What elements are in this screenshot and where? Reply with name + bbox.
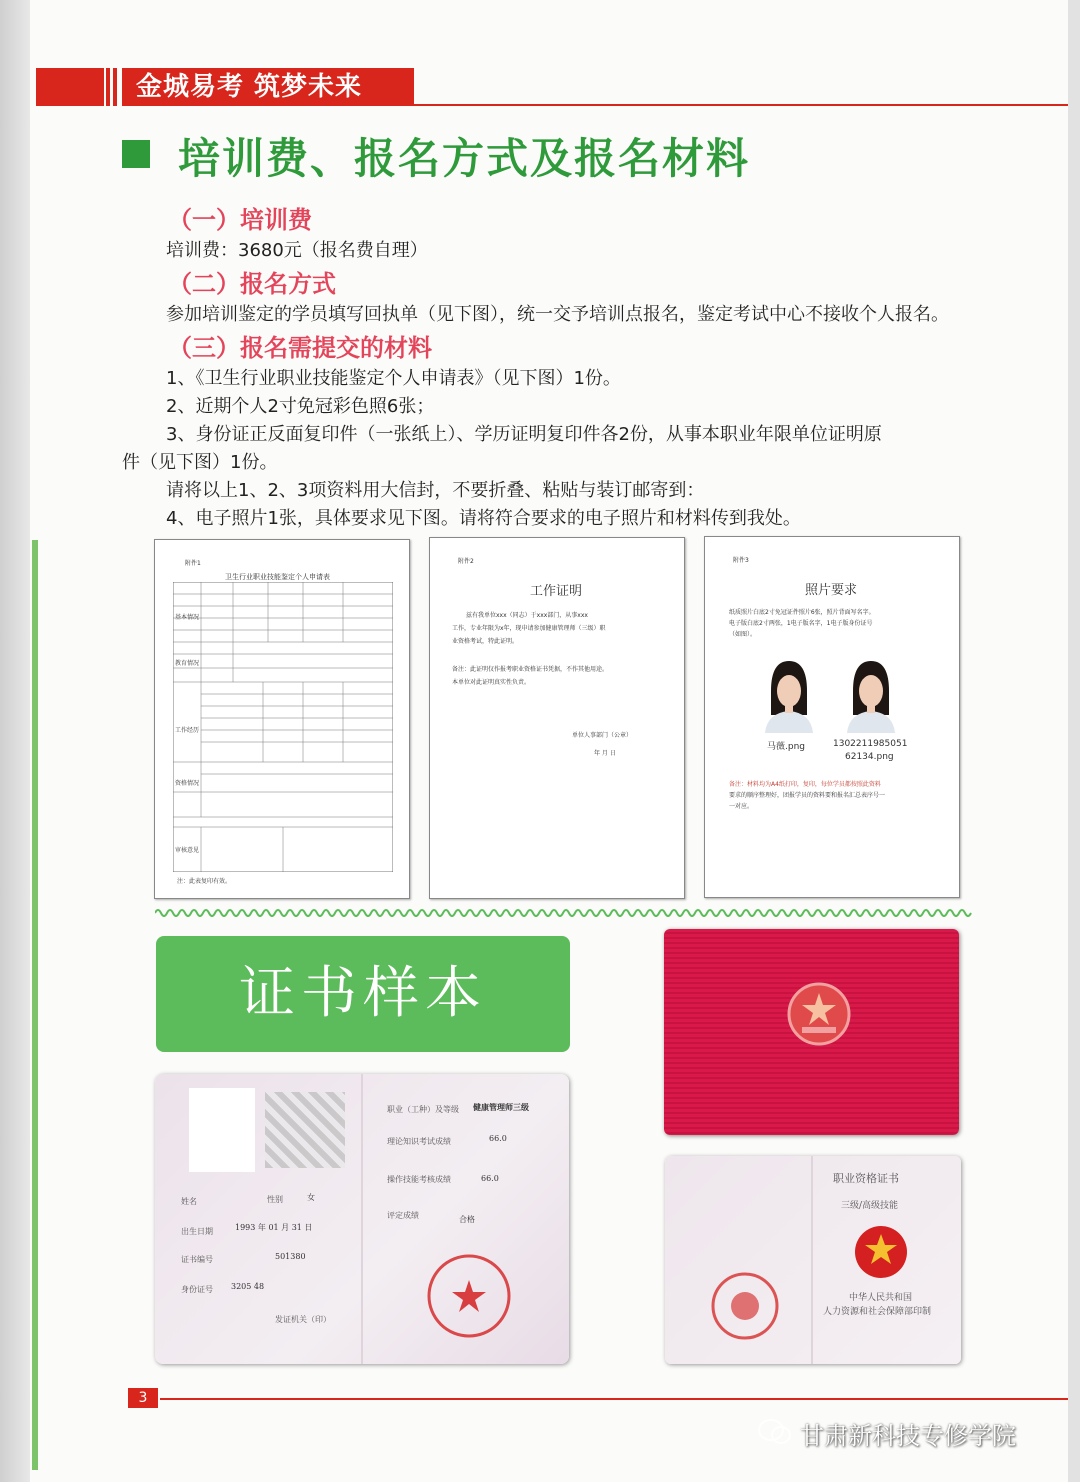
form2-note-2: 本单位对此证明真实性负责。: [452, 679, 531, 686]
form3-remark-3: 一对应。: [729, 803, 754, 810]
cert2-level: 三级/高级技能: [841, 1201, 899, 1211]
header-red-block: [36, 68, 104, 106]
form1-label-education: 教育情况: [175, 660, 200, 667]
page-fold: [811, 1156, 813, 1364]
cert1-cert-no-value: 501380: [275, 1252, 306, 1261]
form2-attach: 附件2: [458, 558, 474, 565]
form1-label-qualification: 资格情况: [175, 780, 200, 787]
material-item-2: 2、近期个人2寸免冠彩色照6张；: [166, 396, 435, 417]
cert1-eval-label: 评定成绩: [387, 1211, 419, 1220]
form3-title: 照片要求: [805, 583, 858, 598]
cert2-emblem-icon: [851, 1222, 911, 1282]
cert1-name-label: 姓名: [181, 1197, 197, 1206]
form2-body-1: 兹有我单位xxx（同志）于xxx部门，从事xxx: [466, 612, 588, 619]
cert2-seal-icon: [707, 1268, 783, 1344]
form2-note-1: 备注：此证明仅作报考职业资格证书凭据，不作其他用途。: [452, 666, 609, 673]
certificate-sample-banner: 证书样本: [156, 936, 570, 1052]
photo-2-caption-line-2: 62134.png: [845, 752, 894, 762]
page-fold: [361, 1074, 363, 1364]
page-number: 3: [128, 1388, 158, 1408]
watermark-text: 甘肃新科技专修学院: [800, 1422, 1016, 1450]
sample-photo-2: [843, 657, 899, 733]
material-item-4: 4、电子照片1张，具体要求见下图。请将符合要求的电子照片和材料传到我处。: [166, 508, 801, 529]
cert1-gender-value: 女: [307, 1193, 315, 1202]
form1-table-grid: [173, 582, 393, 872]
form3-remark-2: 要求的顺序整理好，团报学员的资料要和报名汇总表序号一: [729, 792, 886, 799]
cert1-birth-label: 出生日期: [181, 1227, 213, 1236]
form2-body-3: 业资格考试，特此证明。: [452, 638, 519, 645]
photo-1-caption: 马薇.png: [767, 742, 805, 752]
header-red-stripe: [113, 68, 117, 106]
form2-date: 年 月 日: [594, 750, 616, 757]
form1-label-basic: 基本情况: [175, 614, 200, 621]
green-margin-bar: [32, 540, 38, 1470]
cert1-skill-label: 操作技能考核成绩: [387, 1175, 451, 1184]
header-red-stripe: [106, 68, 110, 106]
form1-footer: 注：此表复印有效。: [177, 878, 232, 885]
method-text: 参加培训鉴定的学员填写回执单（见下图），统一交予培训点报名，鉴定考试中心不接收个人报名。: [166, 304, 949, 325]
material-item-3-cont: 件（见下图）1份。: [122, 452, 278, 473]
cert1-gender-label: 性别: [267, 1195, 283, 1204]
cert1-cert-no-label: 证书编号: [181, 1255, 213, 1264]
blurred-photo: [189, 1088, 255, 1172]
scan-edge: [0, 0, 30, 1482]
cert1-id-value: 3205 48: [231, 1282, 265, 1291]
form1-label-work: 工作经历: [175, 727, 200, 734]
cert2-issuer-2: 人力资源和社会保障部印制: [823, 1307, 932, 1317]
work-certificate-thumbnail: [429, 537, 685, 899]
form1-attach: 附件1: [185, 560, 201, 567]
cert1-occupation-value: 健康管理师三级: [473, 1102, 529, 1112]
cert1-theory-value: 66.0: [489, 1134, 507, 1143]
method-heading: （二）报名方式: [168, 270, 336, 298]
form2-sign: 单位人事部门（公章）: [572, 732, 633, 739]
cert1-skill-value: 66.0: [481, 1174, 499, 1183]
cert1-id-label: 身份证号: [181, 1285, 213, 1294]
footer-rule: [160, 1398, 1068, 1400]
certificate-red-cover: [664, 929, 959, 1135]
application-form-thumbnail: [154, 539, 410, 899]
form3-desc-1: 纸质照片白底2寸免冠证件照片6张，照片背面写名字。: [729, 609, 875, 616]
cert1-issuer-label: 发证机关（印）: [275, 1315, 331, 1324]
official-seal-icon: [423, 1250, 515, 1342]
title-square-icon: [122, 140, 150, 168]
cert1-theory-label: 理论知识考试成绩: [387, 1137, 451, 1146]
mail-note: 请将以上1、2、3项资料用大信封，不要折叠、粘贴与装订邮寄到：: [166, 480, 705, 501]
form3-desc-2: 电子版白底2寸两张，1电子版名字，1电子版身份证号: [729, 620, 873, 627]
cert1-eval-value: 合格: [459, 1215, 475, 1224]
fee-heading: （一）培训费: [168, 206, 312, 234]
cert1-occupation-label: 职业（工种）及等级: [387, 1105, 459, 1114]
form1-label-review: 审核意见: [175, 847, 200, 854]
cert2-title: 职业资格证书: [833, 1172, 899, 1185]
sample-photo-1: [761, 657, 817, 733]
photo-2-caption-line-1: 1302211985051: [833, 739, 908, 749]
cert1-birth-value: 1993 年 01 月 31 日: [235, 1223, 313, 1232]
header-rule: [414, 104, 1068, 106]
header-banner: 金城易考 筑梦未来: [122, 68, 414, 106]
national-emblem-icon: [784, 979, 854, 1049]
fee-text: 培训费：3680元（报名费自理）: [166, 240, 428, 261]
photo-requirements-thumbnail: [704, 536, 960, 898]
section-title: 培训费、报名方式及报名材料: [178, 134, 751, 183]
certificate-cover-page: [665, 1156, 961, 1364]
form3-attach: 附件3: [733, 557, 749, 564]
form2-body-2: 工作，专业年限为x年，现申请参加健康管理师（三级）职: [452, 625, 606, 632]
scan-edge-right: [1068, 0, 1080, 1482]
material-item-1: 1、《卫生行业职业技能鉴定个人申请表》（见下图）1份。: [166, 368, 621, 389]
blurred-qr-code: [265, 1092, 345, 1168]
cert2-issuer-1: 中华人民共和国: [849, 1293, 913, 1303]
material-item-3: 3、身份证正反面复印件（一张纸上）、学历证明复印件各2份，从事本职业年限单位证明原: [166, 424, 882, 445]
form2-title: 工作证明: [530, 584, 583, 599]
form3-remark-1: 备注：材料均为A4纸打印，复印，每位学员都按照此资料: [729, 781, 881, 788]
wavy-divider: [155, 906, 975, 920]
materials-heading: （三）报名需提交的材料: [168, 334, 432, 362]
certificate-inner-page: [155, 1074, 569, 1364]
form3-desc-3: （如图）。: [729, 631, 757, 638]
wechat-icon: [758, 1418, 792, 1446]
form1-title: 卫生行业职业技能鉴定个人申请表: [225, 573, 330, 581]
